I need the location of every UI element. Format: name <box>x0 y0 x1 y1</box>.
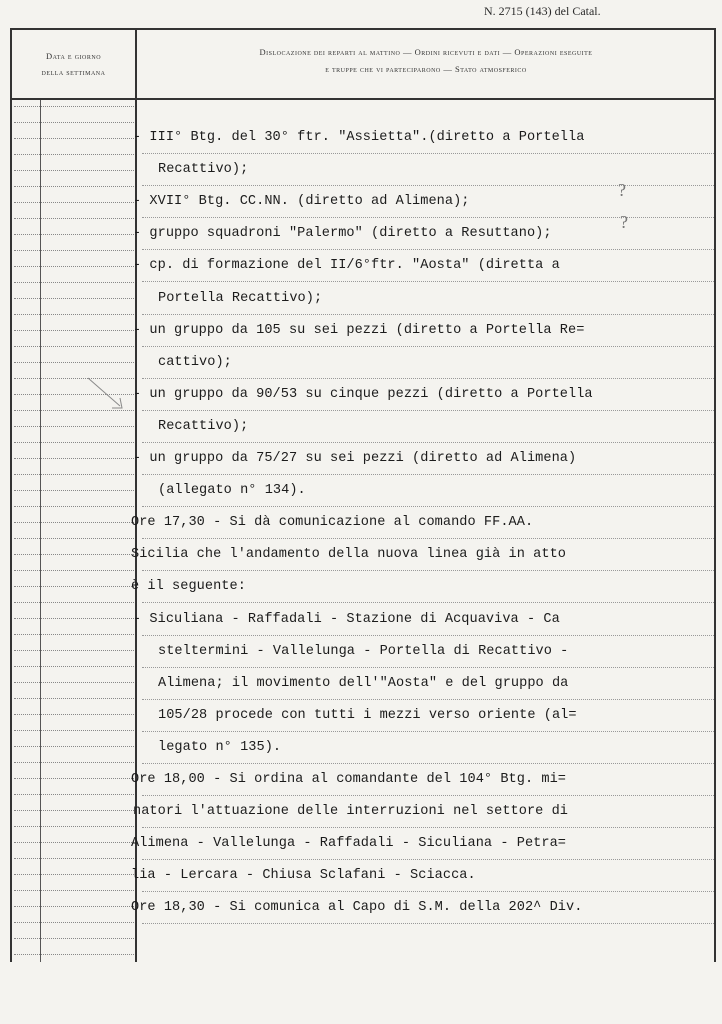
rule-line <box>14 570 134 571</box>
rule-line <box>142 153 714 154</box>
rule-line <box>142 378 714 379</box>
rule-line <box>14 266 134 267</box>
rule-line <box>14 346 134 347</box>
rule-line <box>142 795 714 796</box>
text-line: lia - Lercara - Chiusa Sclafani - Sciacca. <box>131 868 476 883</box>
rule-line <box>142 281 714 282</box>
rule-line <box>142 731 714 732</box>
text-line: - un gruppo da 105 su sei pezzi (diretto a Portella Re= <box>133 323 585 338</box>
rule-line <box>14 794 134 795</box>
header-description-column <box>138 44 714 78</box>
text-line: 105/28 procede con tutti i mezzi verso oriente (al= <box>158 708 577 723</box>
text-line: cattivo); <box>158 355 232 370</box>
text-line: - un gruppo da 90/53 su cinque pezzi (diretto a Portella <box>133 387 593 402</box>
rule-line <box>14 298 134 299</box>
rule-line <box>14 362 134 363</box>
text-line: Recattivo); <box>158 162 249 177</box>
rule-line <box>14 122 134 123</box>
rule-line <box>142 827 714 828</box>
rule-line <box>142 314 714 315</box>
rule-line <box>14 138 134 139</box>
text-line: natori l'attuazione delle interruzioni nel settore di <box>133 804 569 819</box>
rule-line <box>14 474 134 475</box>
rule-line <box>142 410 714 411</box>
text-line: (allegato n° 134). <box>158 483 306 498</box>
margin-question-mark: ? <box>620 212 628 232</box>
text-line: Portella Recattivo); <box>158 291 323 306</box>
rule-line <box>14 714 134 715</box>
rule-line <box>14 810 134 811</box>
rule-line <box>14 106 134 107</box>
text-line: Alimena; il movimento dell'"Aosta" e del gruppo da <box>158 676 569 691</box>
rule-line <box>14 538 134 539</box>
rule-line <box>142 217 714 218</box>
text-line: Alimena - Vallelunga - Raffadali - Siculiana - Petra= <box>131 836 567 851</box>
rule-line <box>14 618 134 619</box>
text-line: - XVII° Btg. CC.NN. (diretto ad Alimena); <box>133 194 470 209</box>
header-date-column <box>12 48 135 80</box>
rule-line <box>14 938 134 939</box>
rule-line <box>14 442 134 443</box>
margin-question-mark: ? <box>618 180 626 200</box>
rule-line <box>142 506 714 507</box>
text-line: - Siculiana - Raffadali - Stazione di Acquaviva - Ca <box>133 612 560 627</box>
rule-line <box>14 554 134 555</box>
text-line: Sicilia che l'andamento della nuova linea già in atto <box>131 547 567 562</box>
rule-line <box>142 859 714 860</box>
rule-line <box>14 154 134 155</box>
text-line: - un gruppo da 75/27 su sei pezzi (diretto ad Alimena) <box>133 451 577 466</box>
rule-line <box>142 891 714 892</box>
rule-line <box>142 346 714 347</box>
text-line: Ore 17,30 - Si dà comunicazione al comando FF.AA. <box>131 515 534 530</box>
rule-line <box>142 699 714 700</box>
text-line: Ore 18,30 - Si comunica al Capo di S.M. della 202^ Div. <box>131 900 583 915</box>
rule-line <box>142 185 714 186</box>
rule-line <box>14 282 134 283</box>
text-line: Ore 18,00 - Si ordina al comandante del 104° Btg. mi= <box>131 772 567 787</box>
rule-line <box>14 490 134 491</box>
header-description-line2: e truppe che vi parteciparono — Stato atmosferico <box>325 64 527 74</box>
text-line: legato n° 135). <box>158 740 282 755</box>
catalog-number: N. 2715 (143) del Catal. <box>484 4 601 18</box>
rule-line <box>14 762 134 763</box>
rule-line <box>14 954 134 955</box>
text-line: - gruppo squadroni "Palermo" (diretto a Resuttano); <box>133 226 552 241</box>
rule-line <box>142 667 714 668</box>
rule-line <box>142 635 714 636</box>
rule-line <box>14 778 134 779</box>
rule-line <box>142 442 714 443</box>
rule-line <box>14 842 134 843</box>
rule-line <box>14 426 134 427</box>
rule-line <box>14 186 134 187</box>
rule-line <box>14 890 134 891</box>
text-line: steltermini - Vallelunga - Portella di Recattivo - <box>158 644 569 659</box>
rule-line <box>14 202 134 203</box>
text-line: - cp. di formazione del II/6°ftr. "Aosta" (diretta a <box>133 258 560 273</box>
header-description-line1: Dislocazione dei reparti al mattino — Ordini ricevuti e dati — Operazioni eseguite <box>259 47 593 57</box>
rule-line <box>14 682 134 683</box>
rule-line <box>14 906 134 907</box>
rule-line <box>14 826 134 827</box>
rule-line <box>142 602 714 603</box>
rule-line <box>14 634 134 635</box>
rule-line <box>14 922 134 923</box>
header-date-line1: Data e giorno <box>45 51 102 61</box>
rule-line <box>142 570 714 571</box>
rule-line <box>14 250 134 251</box>
rule-line <box>14 458 134 459</box>
rule-line <box>14 522 134 523</box>
register-form <box>10 28 716 962</box>
rule-line <box>14 218 134 219</box>
rule-line <box>14 234 134 235</box>
arrow-mark-icon <box>86 376 130 416</box>
rule-line <box>14 314 134 315</box>
rule-line <box>142 538 714 539</box>
text-line: è il seguente: <box>131 579 246 594</box>
rule-line <box>14 874 134 875</box>
form-header <box>12 30 714 100</box>
rule-line <box>142 763 714 764</box>
rule-line <box>14 746 134 747</box>
rule-line <box>14 698 134 699</box>
rule-line <box>14 730 134 731</box>
rule-line <box>14 330 134 331</box>
rule-line <box>14 170 134 171</box>
rule-line <box>14 650 134 651</box>
rule-line <box>142 474 714 475</box>
rule-line <box>14 506 134 507</box>
text-line: - III° Btg. del 30° ftr. "Assietta".(diretto a Portella <box>133 130 585 145</box>
rule-line <box>14 858 134 859</box>
rule-line <box>14 602 134 603</box>
rule-line <box>14 586 134 587</box>
rule-line <box>142 249 714 250</box>
text-line: Recattivo); <box>158 419 249 434</box>
header-date-line2: della settimana <box>41 67 106 77</box>
rule-line <box>14 666 134 667</box>
rule-line <box>142 923 714 924</box>
